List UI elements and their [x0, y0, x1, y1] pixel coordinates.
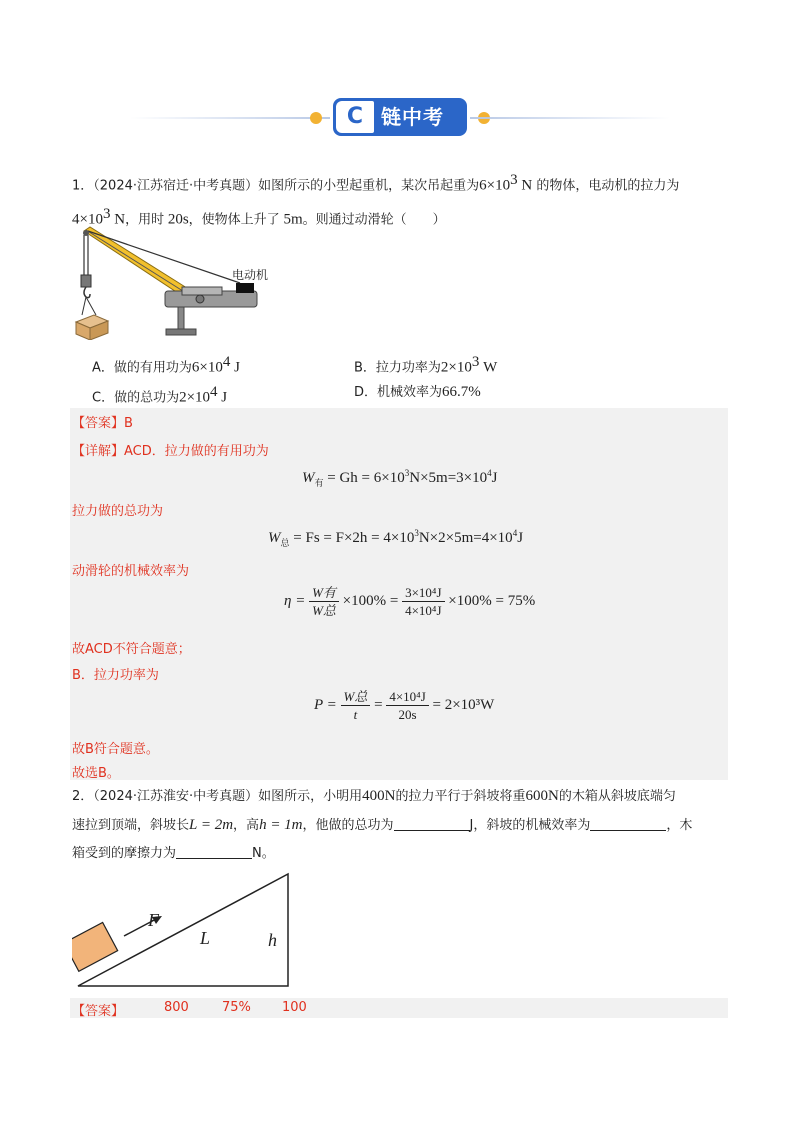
- banner-dot-left: [310, 112, 322, 124]
- weight-value: 6×10: [479, 177, 511, 194]
- fraction: [402, 584, 444, 619]
- stem-text: ，他做的总功为: [302, 818, 394, 833]
- option-a-text: A．做的有用功为: [92, 360, 192, 376]
- eq-exp: 4: [512, 528, 518, 538]
- question-source: （2024·江苏宿迁·中考真题）: [93, 178, 259, 194]
- option-b-unit: W: [479, 359, 498, 376]
- option-c[interactable]: [92, 382, 227, 408]
- eq-symbol: W: [302, 470, 315, 486]
- frac-den: 4×10⁴J: [405, 603, 442, 618]
- eq-text: = 2×10³W: [432, 696, 495, 713]
- detail-label: 【详解】ACD．拉力做的有用功为: [72, 444, 269, 459]
- label-height-h: h: [268, 930, 277, 950]
- eq-symbol: P =: [314, 696, 341, 713]
- stem-text: 的木箱从斜坡底端匀: [558, 789, 676, 804]
- fit-line: 故B符合题意。: [72, 742, 159, 757]
- label-force-f: F: [148, 910, 159, 930]
- incline-figure: [72, 870, 296, 990]
- stem-text: 的物体，电动机的拉力为: [532, 178, 680, 194]
- blank-total-work[interactable]: [394, 816, 470, 831]
- banner-line-left: [130, 117, 330, 119]
- choose-line: 故选B。: [72, 766, 120, 781]
- time-value: 20s: [164, 211, 189, 228]
- eq-text: ×100% =: [342, 592, 403, 609]
- height-value: 5m: [279, 211, 303, 228]
- eq-text: = Fs = F×2h = 4×10: [289, 530, 415, 546]
- eq-symbol: W: [268, 530, 281, 546]
- option-d-text: D．机械效率为: [354, 385, 443, 400]
- eq-text: J: [491, 470, 498, 486]
- weight-value: 600N: [525, 788, 559, 804]
- option-a[interactable]: [92, 352, 240, 378]
- stem-text: N。: [252, 846, 275, 861]
- banner-letter: C: [336, 101, 374, 133]
- label-length-l: L: [200, 928, 211, 948]
- question-2-stem: [72, 782, 732, 868]
- frac-den: 20s: [398, 707, 417, 722]
- equation-efficiency: [284, 584, 535, 619]
- option-c-value: 2×10: [179, 389, 211, 406]
- stem-text: J，斜坡的机械效率为: [469, 818, 591, 833]
- frac-num: W总: [341, 688, 371, 706]
- weight-exp: 3: [510, 172, 518, 188]
- option-b-value: 2×10: [440, 359, 472, 376]
- answer-label-2: 【答案】: [72, 1004, 125, 1019]
- eq-exp: 3: [414, 528, 419, 538]
- question-source: （2024·江苏淮安·中考真题）: [93, 789, 259, 804]
- stem-text: ，木: [666, 818, 693, 833]
- stem-text: 。则通过动滑轮（ ）: [302, 212, 446, 228]
- eq-text: J: [517, 530, 524, 546]
- eq-symbol: η =: [284, 592, 310, 609]
- banner-line-right: [470, 117, 670, 119]
- eq-text: = Gh = 6×10: [323, 470, 405, 486]
- motor-label: 电动机: [232, 268, 269, 282]
- section-banner: [0, 96, 800, 140]
- blank-friction[interactable]: [176, 844, 252, 859]
- frac-num: 3×10⁴J: [402, 584, 444, 602]
- frac-num: W有: [309, 584, 339, 602]
- frac-num: 4×10⁴J: [386, 688, 428, 706]
- frac-den: t: [353, 707, 358, 722]
- fraction: [309, 584, 339, 619]
- answer-label: 【答案】B: [72, 416, 133, 431]
- total-work-label: 拉力做的总功为: [72, 504, 164, 519]
- answer-800: 800: [164, 1000, 189, 1015]
- eq-text: N×5m=3×10: [409, 470, 488, 486]
- blank-efficiency[interactable]: [590, 816, 666, 831]
- stem-text: 如图所示的小型起重机，某次吊起重为: [258, 178, 480, 194]
- option-b-text: B．拉力功率为: [354, 360, 441, 376]
- equation-power: [314, 688, 494, 723]
- length-value: L = 2m: [189, 817, 234, 833]
- fraction: [386, 688, 428, 723]
- option-a-unit: J: [230, 359, 240, 376]
- option-d-value: 66.7%: [442, 384, 481, 400]
- weight-unit: N: [517, 177, 533, 194]
- question-number: 2．: [72, 789, 94, 804]
- eq-subscript: 总: [280, 538, 290, 548]
- answer-75-percent: 75%: [222, 1000, 251, 1015]
- option-b[interactable]: [354, 352, 497, 378]
- eq-text: N×2×5m=4×10: [418, 530, 513, 546]
- banner-pill: [333, 98, 467, 136]
- option-c-exp: 4: [210, 384, 218, 400]
- eq-exp: 4: [487, 468, 492, 478]
- force-unit: N: [110, 211, 126, 228]
- eq-text: ×100% = 75%: [448, 592, 536, 609]
- height-value: h = 1m: [259, 817, 303, 833]
- equation-useful-work: [302, 468, 497, 489]
- force-exp: 3: [102, 206, 111, 223]
- stem-text: 的拉力平行于斜坡将重: [395, 789, 526, 804]
- option-a-value: 6×10: [191, 359, 223, 376]
- efficiency-label: 动滑轮的机械效率为: [72, 564, 190, 579]
- option-d[interactable]: [354, 382, 481, 403]
- option-a-exp: 4: [222, 354, 231, 370]
- force-value: 400N: [362, 788, 396, 804]
- stem-text: ，高: [233, 818, 260, 833]
- stem-text: ，使物体上升了: [188, 212, 280, 228]
- stem-text: 速拉到顶端，斜坡长: [72, 818, 190, 833]
- option-b-exp: 3: [471, 354, 480, 370]
- equation-total-work: [268, 528, 523, 549]
- eq-subscript: 有: [314, 478, 324, 488]
- stem-text: 如图所示，小明用: [258, 789, 363, 804]
- eq-exp: 3: [404, 468, 410, 478]
- fraction: [341, 688, 371, 723]
- stem-text: ，用时: [125, 212, 165, 228]
- not-fit-line: 故ACD不符合题意；: [72, 642, 191, 657]
- option-b-power-line: B．拉力功率为: [72, 668, 159, 683]
- banner-title: 链中考: [381, 105, 444, 129]
- question-number: 1．: [72, 178, 94, 194]
- frac-den: W总: [312, 603, 336, 618]
- stem-text: 箱受到的摩擦力为: [72, 846, 177, 861]
- force-value: 4×10: [72, 211, 103, 228]
- option-c-unit: J: [217, 389, 228, 406]
- answer-100: 100: [282, 1000, 307, 1015]
- eq-text: =: [374, 696, 387, 713]
- option-c-text: C．做的总功为: [92, 390, 180, 406]
